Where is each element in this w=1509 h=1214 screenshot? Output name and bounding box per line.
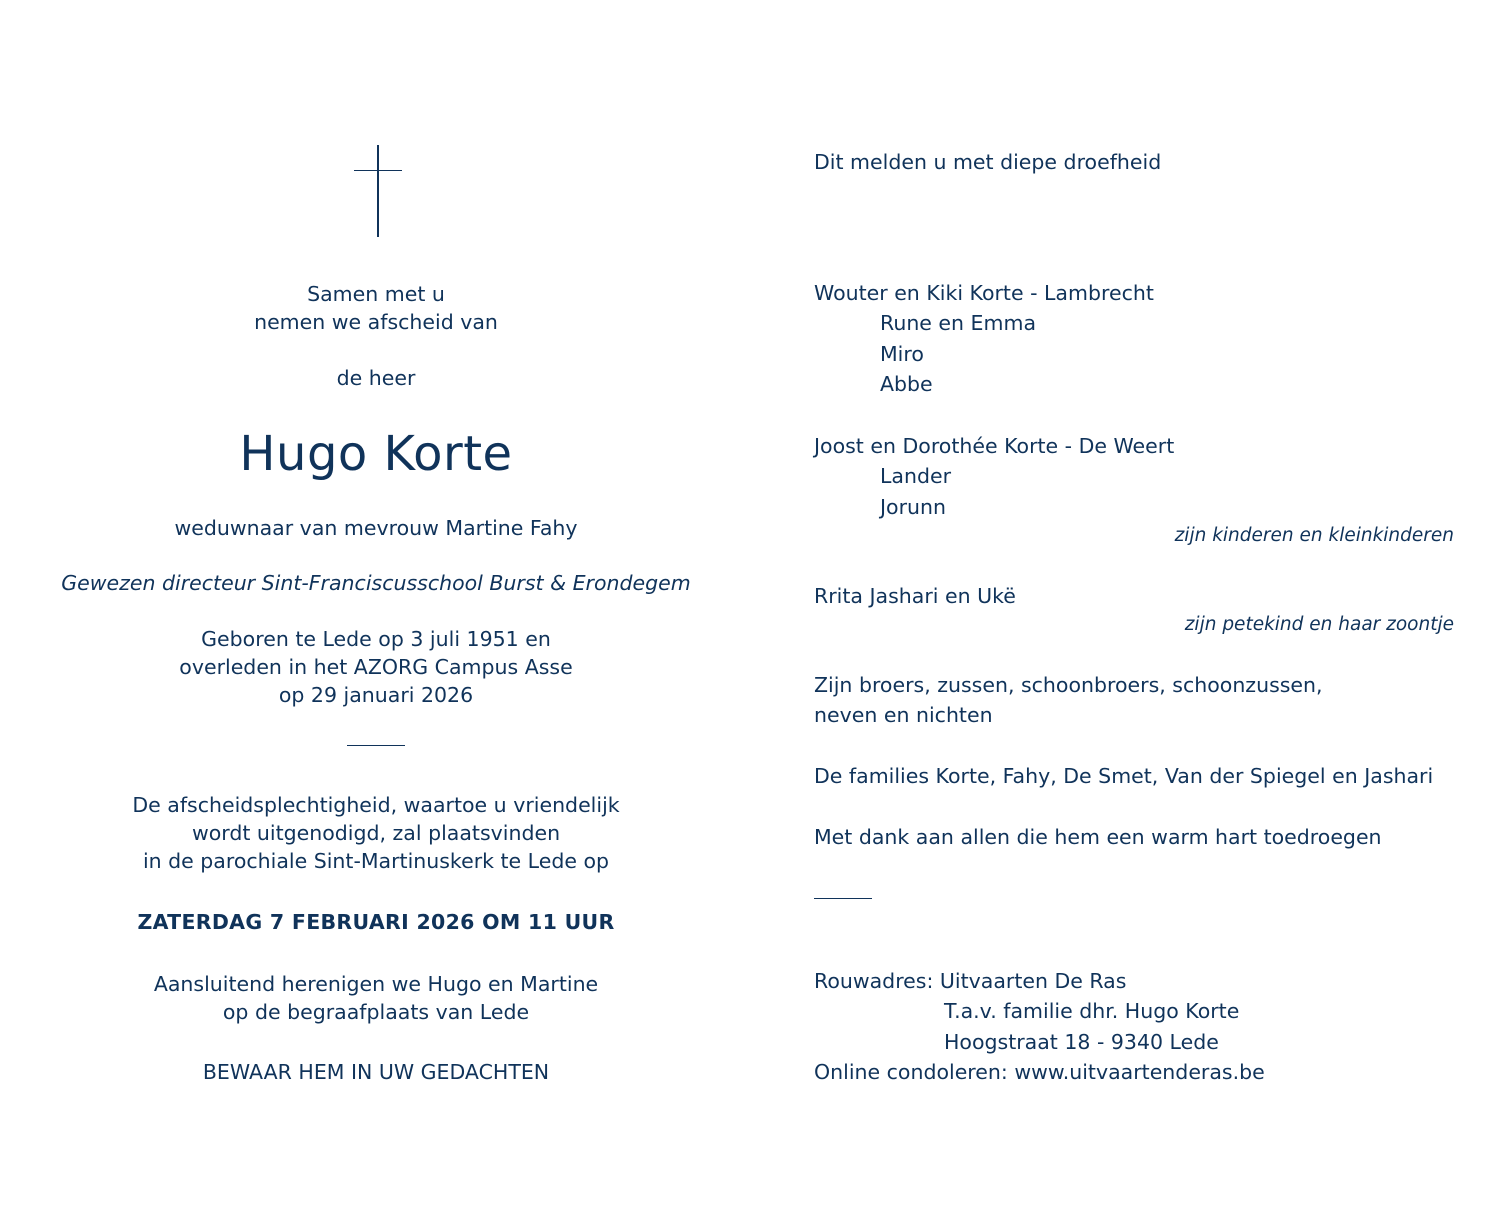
godchild-caption: zijn petekind en haar zoontje: [1184, 614, 1454, 635]
online-condolences: Online condoleren: www.uitvaartenderas.be: [814, 1060, 1265, 1084]
divider-right: [814, 898, 872, 899]
burial-line-1: Aansluitend herenigen we Hugo en Martine: [153, 972, 599, 996]
ceremony-line-1: De afscheidsplechtigheid, waartoe u vriendelijk: [132, 793, 620, 817]
family1-child: Rune en Emma: [880, 311, 1037, 335]
address-label: Rouwadres: Uitvaarten De Ras: [814, 969, 1127, 993]
birth-line-2: overleden in het AZORG Campus Asse: [179, 655, 573, 679]
family2-child: Lander: [880, 464, 952, 488]
spouse-line: weduwnaar van mevrouw Martine Fahy: [174, 516, 578, 540]
family2-child: Jorunn: [880, 495, 946, 519]
children-caption: zijn kinderen en kleinkinderen: [1174, 525, 1454, 546]
thanks-line: Met dank aan allen die hem een warm hart toedroegen: [814, 825, 1382, 849]
announcement: Dit melden u met diepe droefheid: [814, 150, 1162, 174]
address-line-1: T.a.v. familie dhr. Hugo Korte: [944, 999, 1240, 1023]
families-line: De families Korte, Fahy, De Smet, Van der Spiegel en Jashari: [814, 764, 1434, 788]
family1-parents: Wouter en Kiki Korte - Lambrecht: [814, 281, 1154, 305]
deceased-name: Hugo Korte: [239, 426, 513, 482]
ceremony-line-3: in de parochiale Sint-Martinuskerk te Lede op: [142, 849, 610, 873]
closing-line: BEWAAR HEM IN UW GEDACHTEN: [202, 1060, 550, 1084]
family1-child: Miro: [880, 342, 924, 366]
siblings-line-2: neven en nichten: [814, 703, 993, 727]
birth-line-1: Geboren te Lede op 3 juli 1951 en: [201, 627, 551, 651]
family2-parents: Joost en Dorothée Korte - De Weert: [814, 434, 1175, 458]
divider-left: [347, 745, 405, 746]
profession-line: Gewezen directeur Sint-Franciscusschool Burst & Erondegem: [61, 571, 691, 595]
address-line-2: Hoogstraat 18 - 9340 Lede: [944, 1030, 1219, 1054]
death-date-line: op 29 januari 2026: [278, 683, 474, 707]
honorific: de heer: [336, 366, 416, 390]
ceremony-line-2: wordt uitgenodigd, zal plaatsvinden: [191, 821, 561, 845]
godchild-line: Rrita Jashari en Ukë: [814, 584, 1016, 608]
intro-line-1: Samen met u: [307, 282, 445, 306]
burial-line-2: op de begraafplaats van Lede: [222, 1000, 530, 1024]
ceremony-date: ZATERDAG 7 FEBRUARI 2026 OM 11 UUR: [137, 910, 615, 934]
family1-child: Abbe: [880, 372, 933, 396]
intro-line-2: nemen we afscheid van: [254, 310, 498, 334]
siblings-line-1: Zijn broers, zussen, schoonbroers, schoonzussen,: [814, 673, 1323, 697]
